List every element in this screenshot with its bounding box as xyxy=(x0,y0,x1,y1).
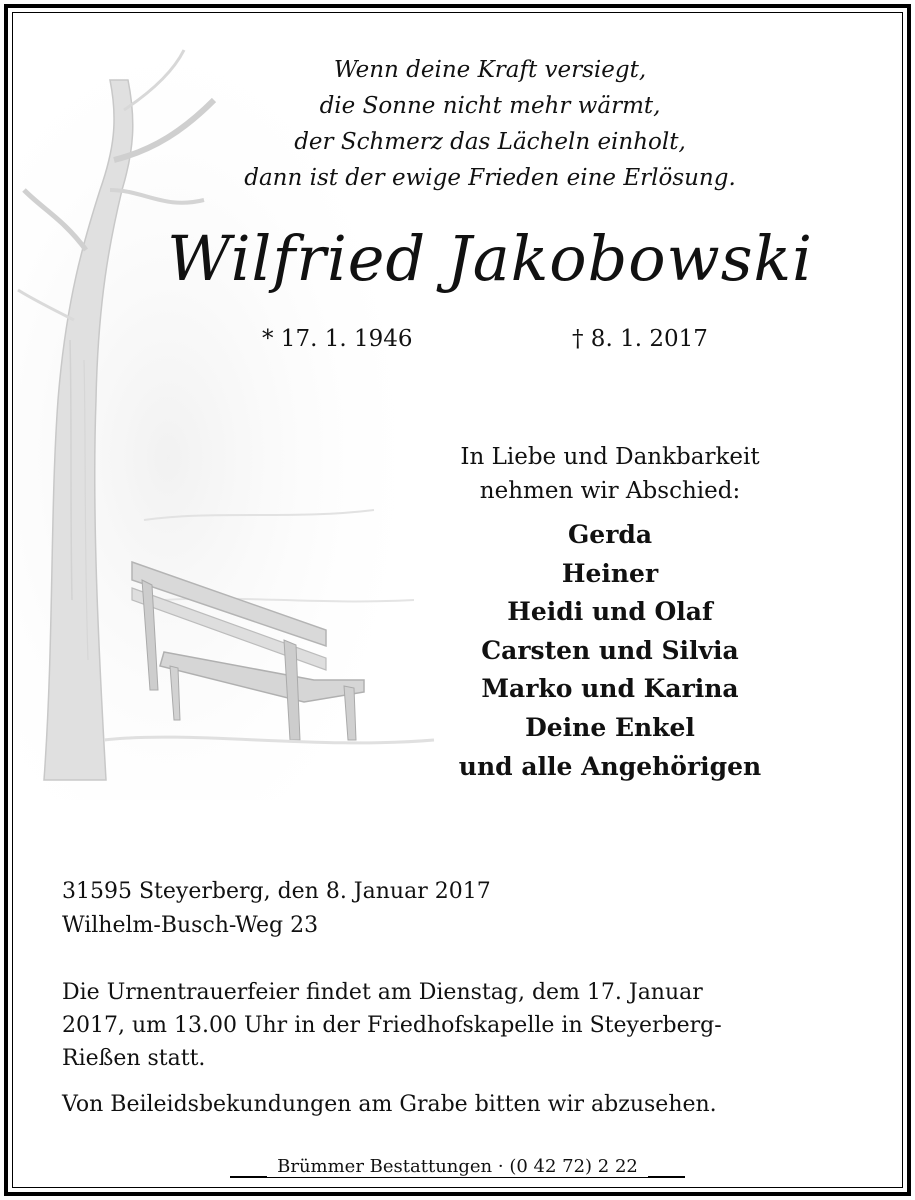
death-date: † 8. 1. 2017 xyxy=(572,326,708,352)
funeral-notice xyxy=(62,976,852,1075)
address-block xyxy=(62,875,491,943)
poem-line: dann ist der ewige Frieden eine Erlösung. xyxy=(244,165,736,191)
funeral-line: Die Urnentrauerfeier findet am Dienstag, dem 17. Januar xyxy=(62,980,703,1005)
family-member: Marko und Karina xyxy=(481,674,739,704)
family-member: Gerda xyxy=(567,520,653,549)
funeral-home-credit: Brümmer Bestattungen · (0 42 72) 2 22 xyxy=(267,1156,648,1177)
address-line: Wilhelm-Busch-Weg 23 xyxy=(62,913,319,938)
family-member: und alle Angehörigen xyxy=(458,751,762,781)
poem xyxy=(190,52,790,196)
farewell-line: In Liebe und Dankbarkeit xyxy=(460,444,760,470)
poem-line: die Sonne nicht mehr wärmt, xyxy=(319,93,661,119)
farewell-text xyxy=(380,440,840,508)
address-line: 31595 Steyerberg, den 8. Januar 2017 xyxy=(62,879,491,904)
family-member: Heiner xyxy=(561,558,659,588)
farewell-line: nehmen wir Abschied: xyxy=(479,478,741,504)
family-member: Heidi und Olaf xyxy=(507,597,713,627)
birth-date: * 17. 1. 1946 xyxy=(262,326,413,352)
family-list xyxy=(380,516,840,786)
family-member: Deine Enkel xyxy=(525,712,695,742)
poem-line: der Schmerz das Lächeln einholt, xyxy=(294,129,686,155)
funeral-line: 2017, um 13.00 Uhr in der Friedhofskapelle in Steyerberg- xyxy=(62,1013,722,1038)
poem-line: Wenn deine Kraft versiegt, xyxy=(333,57,647,83)
family-member: Carsten und Silvia xyxy=(481,635,739,665)
deceased-name: Wilfried Jakobowski xyxy=(167,222,813,295)
condolence-note: Von Beileidsbekundungen am Grabe bitten wir abzusehen. xyxy=(62,1092,717,1117)
footer xyxy=(0,1156,915,1177)
funeral-line: Rießen statt. xyxy=(62,1046,206,1071)
